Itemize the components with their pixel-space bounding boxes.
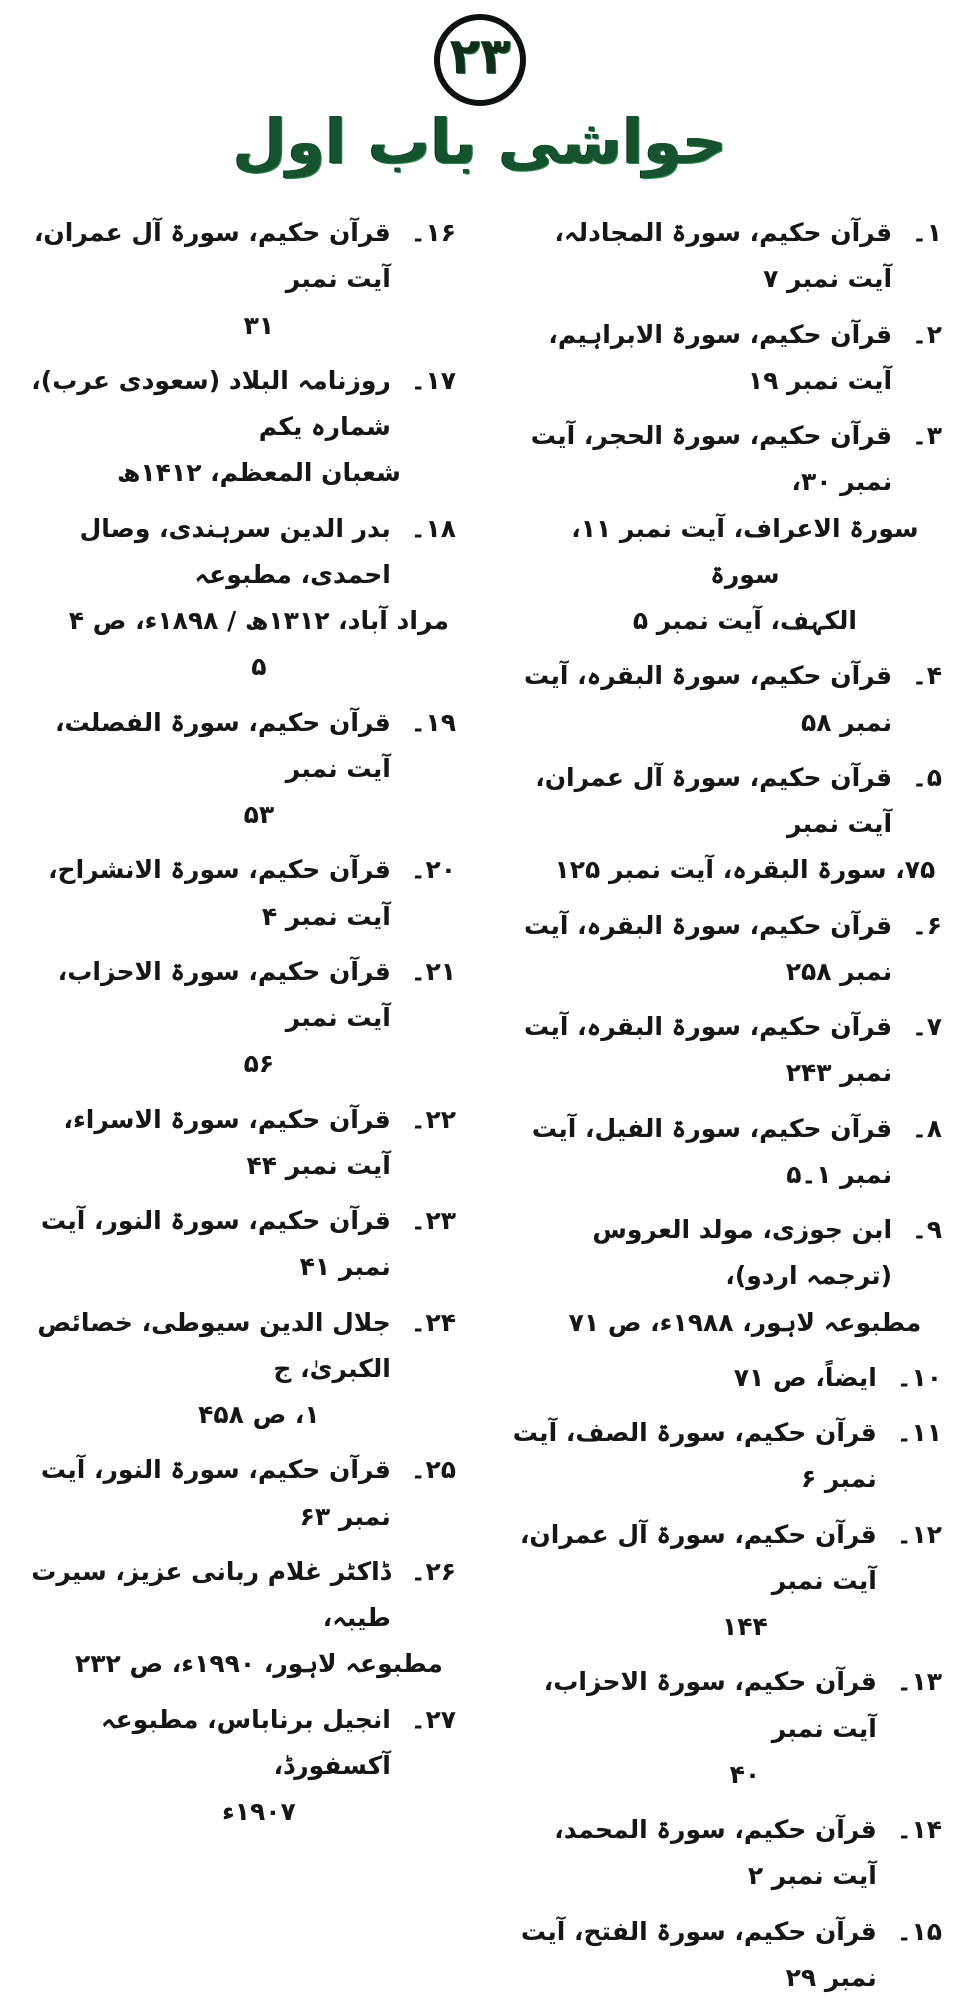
footnotes-column-right	[504, 210, 942, 2010]
footnote-continuation-line: ۱، ص ۴۵۸	[198, 1400, 320, 1430]
footnote-text: قرآن حکیم، سورۃ الاحزاب، آیت نمبر	[57, 956, 391, 1033]
footnote-number: ۱۳۔	[896, 1667, 942, 1697]
page-number-badge	[434, 14, 526, 106]
footnote-text: قرآن حکیم، سورۃ البقرہ، آیت نمبر ۲۵۸	[523, 910, 893, 986]
footnote-entry	[504, 1004, 942, 1097]
footnote-first-line	[504, 1106, 942, 1199]
footnote-first-line	[504, 1207, 942, 1300]
footnote-text: قرآن حکیم، سورۃ المحمد، آیت نمبر ۲	[554, 1815, 877, 1891]
footnote-number: ۲۵۔	[410, 1455, 456, 1485]
footnote-number: ۱۔	[912, 218, 942, 248]
footnote-continuation-line: ۱۹۰۷ء	[221, 1797, 296, 1827]
footnote-number: ۱۵۔	[896, 1916, 942, 1946]
footnote-first-line	[18, 1697, 456, 1790]
footnote-number: ۴۔	[912, 661, 942, 691]
footnote-number: ۳۔	[912, 421, 942, 451]
footnote-entry	[18, 949, 456, 1088]
footnote-text: قرآن حکیم، سورۃ آل عمران، آیت نمبر	[519, 1519, 877, 1595]
footnote-text: جلال الدین سیوطی، خصائص الکبریٰ، ج	[37, 1307, 391, 1383]
footnote-first-line	[504, 1909, 942, 2002]
footnote-text: ابن جوزی، مولد العروس (ترجمہ اردو)،	[592, 1215, 893, 1291]
page-number: ۲۳	[449, 27, 511, 85]
footnote-entry	[504, 1512, 942, 1651]
footnote-entry	[504, 903, 942, 996]
footnote-first-line	[18, 1447, 456, 1540]
footnote-text: قرآن حکیم، سورۃ الصف، آیت نمبر ۶	[512, 1418, 877, 1494]
footnote-entry	[504, 1909, 942, 2002]
footnote-entry	[504, 312, 942, 405]
footnote-continuation-line: الکہف، آیت نمبر ۵	[632, 606, 857, 636]
footnote-number: ۲۰۔	[410, 855, 456, 885]
footnote-entry	[18, 1198, 456, 1291]
footnote-number: ۲۔	[912, 319, 942, 349]
footnote-continuation-line: مطبوعہ لاہور، ۱۹۸۸ء، ص ۷۱	[568, 1307, 922, 1337]
footnote-number: ۲۳۔	[410, 1206, 456, 1236]
footnote-first-line	[504, 1807, 942, 1900]
footnote-text: ڈاکٹر غلام ربانی عزیز، سیرت طیبہ،	[31, 1556, 391, 1633]
footnote-first-line	[18, 1198, 456, 1291]
footnotes-column-left	[18, 210, 456, 2010]
footnote-entry	[504, 1807, 942, 1900]
footnote-first-line	[18, 358, 456, 451]
footnote-number: ۲۴۔	[410, 1307, 456, 1337]
footnote-entry	[504, 1106, 942, 1199]
footnote-number: ۱۴۔	[896, 1815, 942, 1845]
footnote-number: ۱۱۔	[896, 1418, 942, 1448]
footnote-number: ۱۶۔	[410, 218, 456, 248]
footnote-text: قرآن حکیم، سورۃ الابراہیم، آیت نمبر ۱۹	[548, 319, 893, 395]
footnote-entry	[504, 1207, 942, 1346]
footnote-entry	[504, 413, 942, 644]
footnote-continuation-line: ۵	[251, 652, 267, 682]
footnote-number: ۹۔	[912, 1215, 942, 1245]
footnote-entry	[18, 847, 456, 940]
footnote-first-line	[18, 506, 456, 599]
footnote-number: ۱۷۔	[410, 365, 456, 395]
footnote-first-line	[18, 1097, 456, 1190]
footnote-number: ۲۶۔	[410, 1556, 456, 1586]
footnote-text: بدر الدین سرہندی، وصال احمدی، مطبوعہ	[79, 513, 391, 589]
footnote-text: انجیل برناباس، مطبوعہ آکسفورڈ،	[100, 1704, 391, 1780]
footnote-entry	[504, 1355, 942, 1401]
footnote-first-line	[504, 903, 942, 996]
footnote-continuation-line: مطبوعہ لاہور، ۱۹۹۰ء، ص ۲۳۲	[74, 1649, 443, 1679]
footnote-entry	[18, 1300, 456, 1439]
footnote-first-line	[18, 210, 456, 303]
footnote-entry	[504, 210, 942, 303]
footnote-entry	[504, 1659, 942, 1798]
footnote-entry	[18, 506, 456, 691]
footnote-continuation-line: ۷۵، سورۃ البقرہ، آیت نمبر ۱۲۵	[554, 855, 936, 885]
footnote-text: قرآن حکیم، سورۃ الفصلت، آیت نمبر	[54, 707, 391, 783]
footnote-text: قرآن حکیم، سورۃ آل عمران، آیت نمبر	[535, 762, 893, 839]
footnote-entry	[18, 1697, 456, 1836]
footnote-continuation-line: ۴۰	[729, 1759, 761, 1789]
footnote-number: ۱۰۔	[896, 1362, 942, 1392]
footnote-number: ۱۲۔	[896, 1519, 942, 1549]
footnote-first-line	[504, 312, 942, 405]
footnote-first-line	[18, 847, 456, 940]
footnote-number: ۵۔	[912, 762, 942, 792]
page-title: حواشی باب اول	[232, 105, 728, 178]
footnote-text: قرآن حکیم، سورۃ الفیل، آیت نمبر ۱۔۵	[531, 1113, 893, 1189]
footnote-continuation-line: سورۃ الاعراف، آیت نمبر ۱۱، سورۃ	[571, 513, 919, 589]
footnote-first-line	[504, 653, 942, 746]
footnote-text: قرآن حکیم، سورۃ النور، آیت نمبر ۴۱	[40, 1206, 391, 1282]
footnote-first-line	[504, 1355, 942, 1401]
footnote-first-line	[504, 413, 942, 506]
footnote-continuation-line: ۳۱	[243, 310, 275, 340]
footnote-number: ۲۷۔	[410, 1704, 456, 1734]
footnote-text: قرآن حکیم، سورۃ آل عمران، آیت نمبر	[33, 218, 391, 294]
footnote-entry	[18, 210, 456, 349]
footnote-text: قرآن حکیم، سورۃ المجادلہ، آیت نمبر ۷	[554, 218, 893, 294]
footnote-text: قرآن حکیم، سورۃ الاحزاب، آیت نمبر	[543, 1667, 877, 1743]
footnote-number: ۷۔	[912, 1012, 942, 1042]
footnote-text: قرآن حکیم، سورۃ الاسراء، آیت نمبر ۴۴	[63, 1104, 391, 1180]
footnote-first-line	[504, 1004, 942, 1097]
footnote-number: ۱۸۔	[410, 513, 456, 543]
footnote-entry	[504, 1410, 942, 1503]
footnote-first-line	[18, 1549, 456, 1642]
footnote-continuation-line: مراد آباد، ۱۳۱۲ھ / ۱۸۹۸ء، ص ۴	[68, 606, 449, 636]
footnote-text: قرآن حکیم، سورۃ الحجر، آیت نمبر ۳۰،	[530, 421, 893, 497]
footnote-entry	[18, 700, 456, 839]
footnote-first-line	[18, 949, 456, 1042]
footnote-number: ۱۹۔	[410, 707, 456, 737]
footnote-text: قرآن حکیم، سورۃ الانشراح، آیت نمبر ۴	[48, 855, 391, 931]
footnote-text: قرآن حکیم، سورۃ البقرہ، آیت نمبر ۵۸	[523, 661, 893, 737]
footnote-number: ۶۔	[912, 910, 942, 940]
footnote-number: ۲۱۔	[410, 956, 456, 986]
footnote-entry	[18, 358, 456, 497]
footnote-entry	[504, 653, 942, 746]
footnote-first-line	[18, 1300, 456, 1393]
footnote-entry	[18, 1549, 456, 1688]
page-header	[0, 0, 960, 176]
footnote-first-line	[504, 755, 942, 848]
footnote-text: قرآن حکیم، سورۃ الفتح، آیت نمبر ۲۹	[520, 1916, 877, 1992]
footnote-text: قرآن حکیم، سورۃ النور، آیت نمبر ۶۳	[40, 1455, 391, 1531]
footnote-continuation-line: ۱۴۴	[722, 1612, 768, 1642]
footnote-number: ۸۔	[912, 1113, 942, 1143]
footnote-text: قرآن حکیم، سورۃ البقرہ، آیت نمبر ۲۴۳	[523, 1012, 893, 1088]
footnote-continuation-line: شعبان المعظم، ۱۴۱۲ھ	[116, 458, 401, 488]
footnote-entry	[18, 1097, 456, 1190]
footnote-text: روزنامہ البلاد (سعودی عرب)، شمارہ یکم	[31, 365, 391, 442]
footnote-text: ایضاً، ص ۷۱	[733, 1362, 877, 1392]
footnote-continuation-line: ۵۳	[243, 800, 275, 830]
footnote-entry	[18, 1447, 456, 1540]
footnote-first-line	[18, 700, 456, 793]
footnote-first-line	[504, 210, 942, 303]
footnote-continuation-line: ۵۶	[243, 1049, 275, 1079]
footnotes-columns	[0, 176, 960, 2010]
footnote-first-line	[504, 1512, 942, 1605]
footnote-entry	[504, 755, 942, 894]
footnote-first-line	[504, 1659, 942, 1752]
footnote-number: ۲۲۔	[410, 1104, 456, 1134]
footnote-first-line	[504, 1410, 942, 1503]
